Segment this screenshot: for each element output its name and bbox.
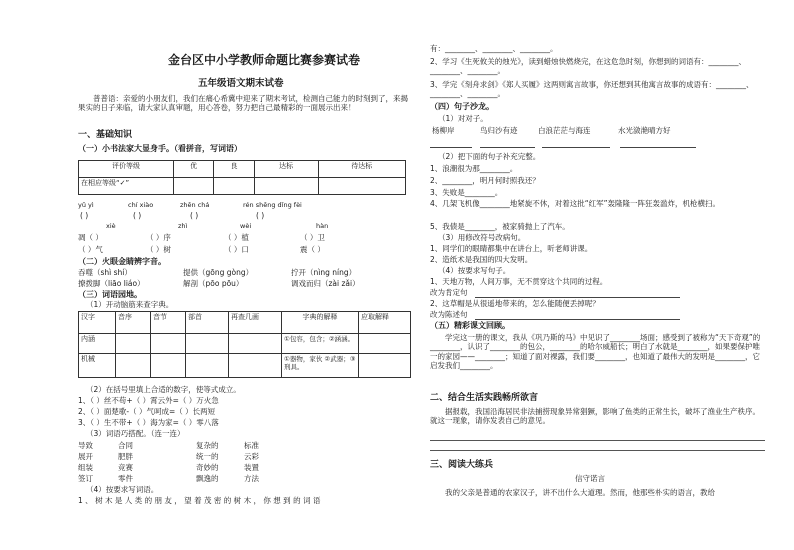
char-fill[interactable]: （ ）卫 — [300, 233, 325, 242]
eval-header: 优 — [174, 161, 214, 178]
faulty-sentence[interactable]: 1、同学们的眼睛都集中在讲台上，听老师讲课。 — [430, 244, 593, 253]
life-practice-prompt: 据报载，我国沿海居民非法捕捞现象异常猖獗，影响了鱼类的正常生长，破坏了渔业生产秩序。就这一现象，请你发表自己的意见。 — [430, 407, 760, 426]
word-question-1: 1、树木是人类的朋友，望着茂密的树木，你想到的词语 — [78, 496, 323, 505]
char-fill[interactable]: （ ）口 — [224, 245, 249, 254]
rewrite-answer-line[interactable] — [475, 297, 680, 298]
couplet-item: 鸟归沙有迹 — [480, 126, 518, 135]
eval-header: 待达标 — [318, 161, 405, 178]
match-item[interactable]: 奇妙的 — [196, 463, 219, 472]
rewrite-sentence: 1、天地万物，人间万事，无不贯穿这个共同的过程。 — [430, 277, 608, 286]
char-fill[interactable]: 震（ ） — [300, 245, 325, 254]
eval-header: 评价等级 — [79, 161, 174, 178]
question-candle[interactable]: 2、学习《生死攸关的烛光》，读到蜡烛快燃烧完，在这危急时刻，你想到的词语有：________、________、________。 — [430, 57, 747, 76]
rewrite-label: 改为陈述句 — [430, 310, 468, 319]
couplet-answer-line[interactable] — [480, 147, 535, 148]
rewrite-sentence: 2、这草帽是从很遥地带来的，怎么能随便丢掉呢？ — [430, 299, 600, 308]
reading-title: 信守诺言 — [575, 474, 605, 483]
couplet-answer-line[interactable] — [430, 147, 472, 148]
tone-choice[interactable]: 撩拨脚（liāo liáo） — [78, 279, 145, 288]
pinyin: xiè — [106, 222, 116, 230]
dict-blank[interactable] — [186, 334, 229, 354]
paper-subtitle: 五年级语文期末试卷 — [198, 78, 284, 89]
pinyin: hàn — [316, 222, 329, 230]
part-pronunciation: （二）火眼金睛辨字音。 — [78, 257, 166, 266]
match-item[interactable]: 云彩 — [244, 452, 259, 461]
pinyin: wèi — [240, 222, 252, 230]
dict-blank[interactable] — [359, 354, 411, 378]
intro-text — [78, 94, 413, 113]
part-vocabulary: （三）词语园地。 — [78, 290, 142, 299]
char-fill[interactable]: （ ）树 — [146, 245, 171, 254]
couplet-instruction: （1）对对子。 — [438, 114, 488, 123]
match-item[interactable]: 复杂的 — [196, 441, 219, 450]
couplet-item: 杨柳岸 — [432, 126, 455, 135]
tone-choice[interactable]: 调戏而归（zài zǎi） — [291, 279, 360, 288]
part-calligraphy: （一）小书法家大显身手。（看拼音，写词语） — [78, 144, 242, 153]
dict-header: 再查几画 — [229, 312, 282, 334]
answer-line[interactable] — [430, 450, 765, 451]
match-item[interactable]: 组装 — [78, 463, 93, 472]
sentence-fill[interactable]: 4、几架飞机像________地紧旋不休，对着这批“红军”轰隆隆一阵狂轰滥炸，机枪横扫。 — [430, 199, 721, 208]
char-fill[interactable]: 凋（ ） — [78, 233, 103, 242]
dict-char: 内涵 — [79, 334, 116, 354]
word-instruction: （4）按要求写词语。 — [86, 485, 159, 494]
answer-blank[interactable]: ( ) — [190, 211, 199, 220]
couplet-answer-line[interactable] — [542, 147, 610, 148]
eval-header: 达标 — [254, 161, 318, 178]
sentence-fill[interactable]: 3、失败是________。 — [430, 188, 503, 197]
dict-blank[interactable] — [359, 334, 411, 354]
section-reading: 三、阅读大练兵 — [430, 460, 494, 470]
char-fill[interactable]: （ ）序 — [146, 233, 171, 242]
dict-header: 汉字 — [79, 312, 116, 334]
part-review: （五）精彩课文回顾。 — [430, 321, 510, 330]
dict-blank[interactable] — [151, 354, 186, 378]
math-line[interactable]: 3、（ ）生不带+（ ）海为家=（ ）零八落 — [78, 418, 219, 427]
tone-choice[interactable]: 提供（gōng gòng） — [183, 268, 254, 277]
intro-prefix: 普普语： — [93, 94, 123, 103]
dict-header: 应取解释 — [359, 312, 411, 334]
part-sentences: （四）句子沙龙。 — [430, 102, 494, 111]
eval-cell[interactable] — [318, 178, 405, 195]
math-line[interactable]: 2、（ ）面楚歌-（ ）气呵成=（ ）长两短 — [78, 407, 216, 416]
dict-header: 部首 — [186, 312, 229, 334]
intro-body: 亲爱的小朋友们，我们在痛心希冀中迎来了期末考试，检测自己能力的时刻到了，来揭果实的日子来临，请大家认真审题，用心答卷，努力把自己最精彩的一面展示出来！ — [78, 94, 408, 113]
pinyin: chí xiào — [128, 201, 154, 209]
dictionary-instruction: （1）开动脑筋来查字典。 — [86, 300, 174, 309]
pinyin: yǔ yì — [78, 201, 94, 209]
paper-title: 金台区中小学教师命题比赛参赛试卷 — [168, 53, 361, 67]
dict-blank[interactable] — [116, 354, 151, 378]
sentence-fill[interactable]: 1、浪潮很为那________。 — [430, 164, 518, 173]
eval-header: 良 — [214, 161, 254, 178]
answer-line[interactable]: 有：________、________、________。 — [430, 44, 558, 53]
dict-header: 字典的解释 — [282, 312, 359, 334]
answer-blank[interactable]: ( ) — [133, 211, 142, 220]
couplet-answer-line[interactable] — [620, 147, 696, 148]
eval-row-label: 在相应等级“✓” — [79, 178, 174, 195]
math-line[interactable]: 1、（ ）丝不苟+（ ）霄云外=（ ）万火急 — [78, 396, 219, 405]
match-column-noun[interactable] — [244, 440, 259, 484]
rewrite-label: 改为肯定句 — [430, 288, 468, 297]
section-basic: 一、基础知识 — [78, 130, 133, 140]
tone-choice[interactable]: 解剖（pōo pōu） — [183, 279, 244, 288]
tone-choice[interactable]: 吞噬（shì shí） — [78, 268, 132, 277]
char-fill[interactable]: （ ）气 — [78, 245, 103, 254]
dict-blank[interactable] — [151, 334, 186, 354]
tone-choice[interactable]: 拧开（nìng níng） — [291, 268, 357, 277]
eval-cell[interactable] — [174, 178, 214, 195]
pinyin: zhì — [178, 222, 188, 230]
section-life-practice: 二、结合生活实践畅所欲言 — [430, 393, 539, 403]
match-column-mid[interactable] — [118, 440, 133, 484]
answer-blank[interactable]: ( ) — [256, 211, 265, 220]
evaluation-table — [78, 160, 406, 195]
eval-cell[interactable] — [214, 178, 254, 195]
dict-blank[interactable] — [186, 354, 229, 378]
reading-text: 我的父亲是普通的农家汉子，讲不出什么大道理。然而，他那些朴实的语言，教给 — [445, 488, 715, 497]
pinyin: zhēn chá — [180, 201, 210, 209]
answer-blank[interactable]: ( ) — [80, 211, 89, 220]
match-item[interactable]: 装置 — [244, 463, 259, 472]
answer-line[interactable] — [430, 440, 765, 441]
dict-blank[interactable] — [116, 334, 151, 354]
match-item[interactable]: 方法 — [244, 474, 259, 483]
match-item[interactable]: 肥胖 — [118, 452, 133, 461]
sentence-fill[interactable]: 2、________，明月何时照我还？ — [430, 176, 540, 185]
dict-blank[interactable] — [229, 354, 282, 378]
review-paragraph[interactable]: 学完这一册的课文，我从《巩乃斯的马》中见识了________场面；感受到了被称为“天下奇观”的________，认识了________的包公，________的哈尔威船长；明白了水就是________，如果要保护唯一的家园——________；知道了面对裸露，我们要________，也知道了最伟大的发明是________，它启发我们________。 — [430, 333, 761, 371]
sentence-fill[interactable]: 5、我债是________，被家骑抛上了汽车。 — [430, 222, 570, 231]
couplet-item: 水光潋滟晴方好 — [618, 126, 671, 135]
char-fill[interactable]: （ ）植 — [224, 233, 249, 242]
dict-meaning: ①包容，包含；②涵涵。 — [282, 334, 359, 354]
rewrite-answer-line[interactable] — [475, 319, 680, 320]
correction-instruction: （3）用修改符号改病句。 — [438, 233, 526, 242]
match-item[interactable]: 合同 — [118, 441, 133, 450]
faulty-sentence[interactable]: 2、造纸术是我国的四大发明。 — [430, 255, 533, 264]
question-fable[interactable]: 3、学完《刻舟求剑》《郑人买履》这两则寓言故事，你还想到其他寓言故事的成语有：________、________、________。 — [430, 80, 754, 99]
match-item[interactable]: 签订 — [78, 474, 93, 483]
match-item[interactable]: 导致 — [78, 441, 93, 450]
pinyin: rén shēng dǐng fèi — [243, 201, 302, 209]
dict-char: 机械 — [79, 354, 116, 378]
math-instruction: （2）在括号里填上合适的数字，使等式成立。 — [86, 385, 241, 394]
rewrite-instruction: （4）按要求写句子。 — [438, 266, 511, 275]
dict-header: 音节 — [151, 312, 186, 334]
dict-meaning: ①器物，家伙 ②武器；③刑具。 — [282, 354, 359, 378]
match-item[interactable]: 展开 — [78, 452, 93, 461]
complete-instruction: （2）把下面的句子补充完整。 — [438, 152, 541, 161]
dictionary-table — [78, 311, 411, 378]
match-item[interactable]: 竞赛 — [118, 463, 133, 472]
match-item[interactable]: 标准 — [244, 441, 259, 450]
dict-blank[interactable] — [229, 334, 282, 354]
match-column-adj[interactable] — [196, 440, 219, 484]
couplet-item: 白浪茫茫与海连 — [538, 126, 591, 135]
eval-cell[interactable] — [254, 178, 318, 195]
match-item[interactable]: 飘逸的 — [196, 474, 219, 483]
match-item[interactable]: 统一的 — [196, 452, 219, 461]
match-instruction: （3）词语巧搭配。（连一连） — [86, 429, 185, 438]
match-item[interactable]: 零件 — [118, 474, 133, 483]
dict-header: 音序 — [116, 312, 151, 334]
match-column-left[interactable] — [78, 440, 93, 484]
